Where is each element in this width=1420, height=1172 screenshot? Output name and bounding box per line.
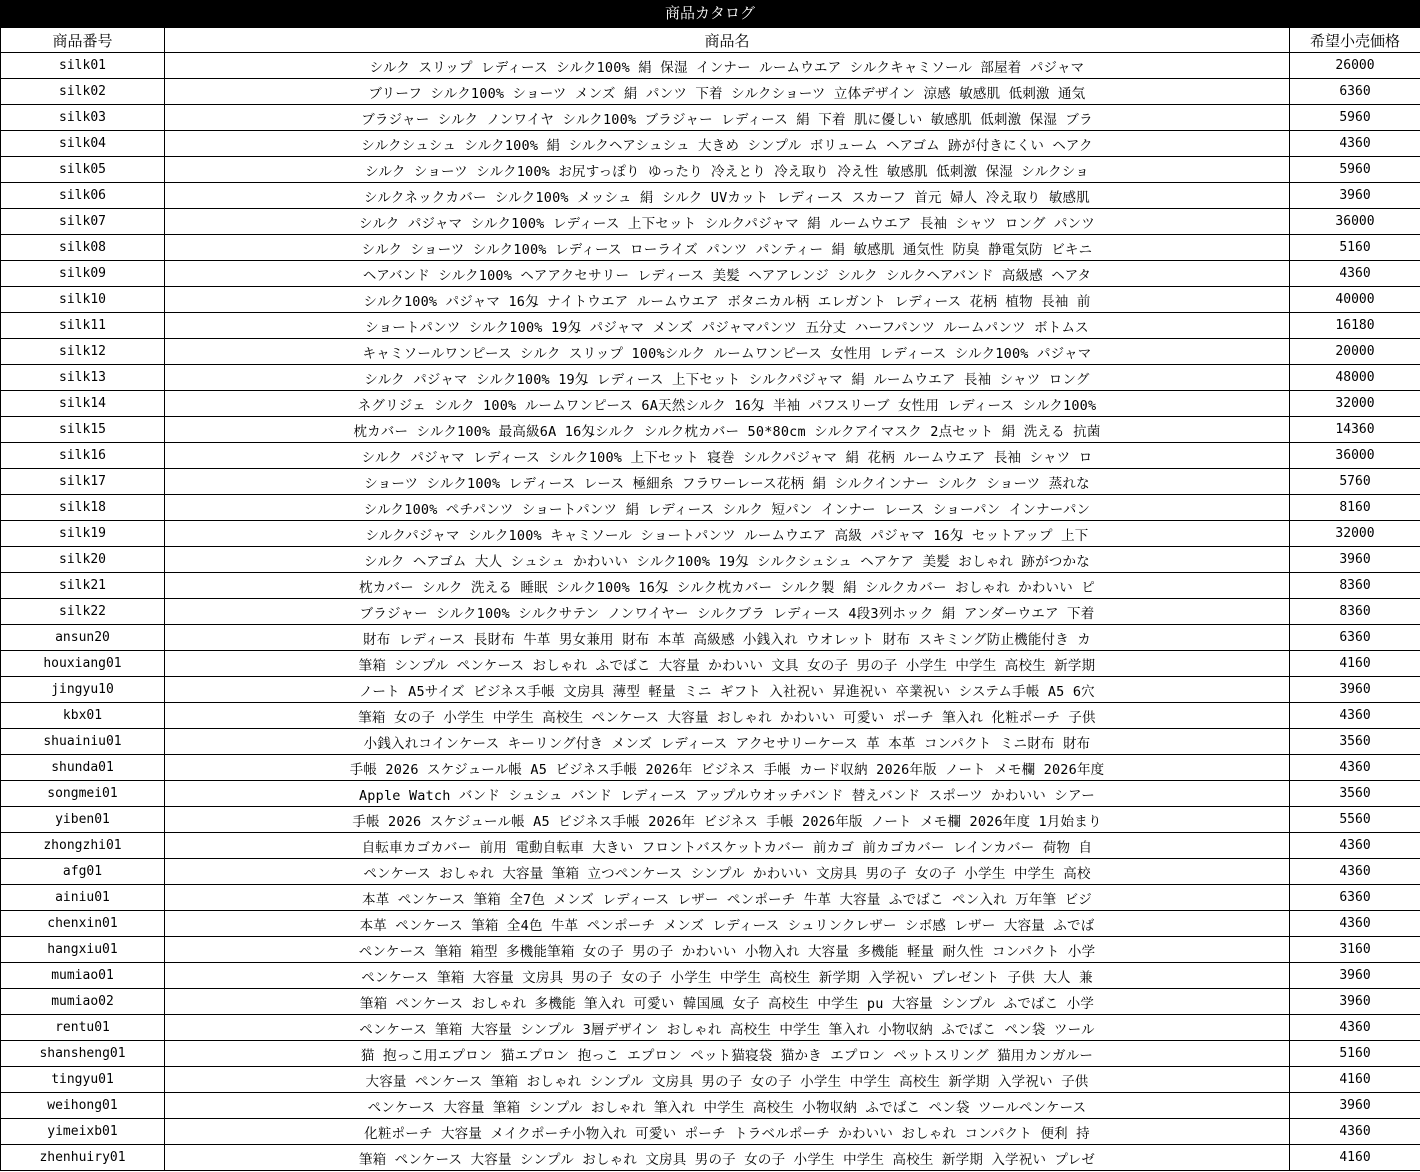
- product-code-cell[interactable]: mumiao01: [1, 963, 165, 989]
- product-code-cell[interactable]: kbx01: [1, 703, 165, 729]
- product-code-cell[interactable]: silk15: [1, 417, 165, 443]
- product-code-cell[interactable]: silk03: [1, 105, 165, 131]
- table-row[interactable]: [1, 495, 1420, 521]
- product-code-cell[interactable]: shuainiu01: [1, 729, 165, 755]
- retail-price-cell[interactable]: 48000: [1290, 365, 1420, 391]
- product-name-cell[interactable]: ペンケース 筆箱 大容量 文房具 男の子 女の子 小学生 中学生 高校生 新学期 入学祝い プレゼント 子供 大人 兼: [165, 963, 1290, 989]
- retail-price-cell[interactable]: 3960: [1290, 677, 1420, 703]
- product-name-cell[interactable]: ペンケース 筆箱 箱型 多機能筆箱 女の子 男の子 かわいい 小物入れ 大容量 多機能 軽量 耐久性 コンパクト 小学: [165, 937, 1290, 963]
- product-name-cell[interactable]: 化粧ポーチ 大容量 メイクポーチ小物入れ 可愛い ポーチ トラベルポーチ かわいい おしゃれ コンパクト 便利 持: [165, 1119, 1290, 1145]
- retail-price-cell[interactable]: 4160: [1290, 1145, 1420, 1171]
- table-row[interactable]: [1, 209, 1420, 235]
- product-code-cell[interactable]: silk12: [1, 339, 165, 365]
- product-code-cell[interactable]: jingyu10: [1, 677, 165, 703]
- column-header-product-code[interactable]: 商品番号: [1, 28, 165, 53]
- product-code-cell[interactable]: silk02: [1, 79, 165, 105]
- product-name-cell[interactable]: ブリーフ シルク100% ショーツ メンズ 絹 パンツ 下着 シルクショーツ 立体デザイン 涼感 敏感肌 低刺激 通気: [165, 79, 1290, 105]
- table-row[interactable]: [1, 911, 1420, 937]
- product-name-cell[interactable]: 本革 ペンケース 筆箱 全4色 牛革 ペンポーチ メンズ レディース シュリンクレザー シボ感 レザー 大容量 ふでば: [165, 911, 1290, 937]
- product-name-cell[interactable]: ショーツ シルク100% レディース レース 極細糸 フラワーレース花柄 絹 シルクインナー シルク ショーツ 蒸れな: [165, 469, 1290, 495]
- product-code-cell[interactable]: shansheng01: [1, 1041, 165, 1067]
- retail-price-cell[interactable]: 5560: [1290, 807, 1420, 833]
- product-code-cell[interactable]: silk07: [1, 209, 165, 235]
- retail-price-cell[interactable]: 20000: [1290, 339, 1420, 365]
- retail-price-cell[interactable]: 4360: [1290, 859, 1420, 885]
- product-name-cell[interactable]: 大容量 ペンケース 筆箱 おしゃれ シンプル 文房具 男の子 女の子 小学生 中学生 高校生 新学期 入学祝い 子供: [165, 1067, 1290, 1093]
- product-name-cell[interactable]: 財布 レディース 長財布 牛革 男女兼用 財布 本革 高級感 小銭入れ ウオレット 財布 スキミング防止機能付き カ: [165, 625, 1290, 651]
- product-code-cell[interactable]: chenxin01: [1, 911, 165, 937]
- retail-price-cell[interactable]: 3960: [1290, 547, 1420, 573]
- retail-price-cell[interactable]: 3960: [1290, 1093, 1420, 1119]
- product-name-cell[interactable]: シルク スリップ レディース シルク100% 絹 保湿 インナー ルームウエア シルクキャミソール 部屋着 パジャマ: [165, 53, 1290, 79]
- product-name-cell[interactable]: 猫 抱っこ用エプロン 猫エプロン 抱っこ エプロン ペット猫寝袋 猫かき エプロン ペットスリング 猫用カンガルー: [165, 1041, 1290, 1067]
- table-row[interactable]: [1, 1093, 1420, 1119]
- retail-price-cell[interactable]: 4360: [1290, 833, 1420, 859]
- table-row[interactable]: [1, 105, 1420, 131]
- table-row[interactable]: [1, 859, 1420, 885]
- table-row[interactable]: [1, 677, 1420, 703]
- product-name-cell[interactable]: ショートパンツ シルク100% 19匁 パジャマ メンズ パジャマパンツ 五分丈 ハーフパンツ ルームパンツ ボトムス: [165, 313, 1290, 339]
- product-code-cell[interactable]: ainiu01: [1, 885, 165, 911]
- product-name-cell[interactable]: 本革 ペンケース 筆箱 全7色 メンズ レディース レザー ペンポーチ 牛革 大容量 ふでばこ ペン入れ 万年筆 ビジ: [165, 885, 1290, 911]
- product-name-cell[interactable]: 枕カバー シルク 洗える 睡眠 シルク100% 16匁 シルク枕カバー シルク製 絹 シルクカバー おしゃれ かわいい ピ: [165, 573, 1290, 599]
- table-row[interactable]: [1, 755, 1420, 781]
- product-name-cell[interactable]: シルクパジャマ シルク100% キャミソール ショートパンツ ルームウエア 高級 パジャマ 16匁 セットアップ 上下: [165, 521, 1290, 547]
- product-name-cell[interactable]: シルク ヘアゴム 大人 シュシュ かわいい シルク100% 19匁 シルクシュシュ ヘアケア 美髪 おしゃれ 跡がつかな: [165, 547, 1290, 573]
- product-name-cell[interactable]: シルク パジャマ シルク100% 19匁 レディース 上下セット シルクパジャマ 絹 ルームウエア 長袖 シャツ ロング: [165, 365, 1290, 391]
- table-row[interactable]: [1, 1119, 1420, 1145]
- product-code-cell[interactable]: silk18: [1, 495, 165, 521]
- product-code-cell[interactable]: silk21: [1, 573, 165, 599]
- product-code-cell[interactable]: zhongzhi01: [1, 833, 165, 859]
- table-row[interactable]: [1, 1145, 1420, 1171]
- product-name-cell[interactable]: ネグリジェ シルク 100% ルームワンピース 6A天然シルク 16匁 半袖 パフスリーブ 女性用 レディース シルク100%: [165, 391, 1290, 417]
- product-code-cell[interactable]: silk09: [1, 261, 165, 287]
- header-row: [1, 28, 1420, 53]
- table-row[interactable]: [1, 1041, 1420, 1067]
- table-row[interactable]: [1, 391, 1420, 417]
- product-name-cell[interactable]: ペンケース 大容量 筆箱 シンプル おしゃれ 筆入れ 中学生 高校生 小物収納 ふでばこ ペン袋 ツールペンケース: [165, 1093, 1290, 1119]
- table-row[interactable]: [1, 1067, 1420, 1093]
- retail-price-cell[interactable]: 4360: [1290, 1015, 1420, 1041]
- product-name-cell[interactable]: キャミソールワンピース シルク スリップ 100%シルク ルームワンピース 女性用 レディース シルク100% パジャマ: [165, 339, 1290, 365]
- retail-price-cell[interactable]: 8360: [1290, 599, 1420, 625]
- product-code-cell[interactable]: ansun20: [1, 625, 165, 651]
- table-row[interactable]: [1, 339, 1420, 365]
- product-code-cell[interactable]: zhenhuiry01: [1, 1145, 165, 1171]
- product-name-cell[interactable]: Apple Watch バンド シュシュ バンド レディース アップルウオッチバンド 替えバンド スポーツ かわいい シアー: [165, 781, 1290, 807]
- retail-price-cell[interactable]: 3960: [1290, 963, 1420, 989]
- retail-price-cell[interactable]: 5960: [1290, 105, 1420, 131]
- retail-price-cell[interactable]: 5160: [1290, 235, 1420, 261]
- product-name-cell[interactable]: シルク ショーツ シルク100% お尻すっぽり ゆったり 冷えとり 冷え取り 冷え性 敏感肌 低刺激 保湿 シルクショ: [165, 157, 1290, 183]
- column-header-product-name[interactable]: 商品名: [165, 28, 1290, 53]
- product-code-cell[interactable]: silk22: [1, 599, 165, 625]
- table-row[interactable]: [1, 469, 1420, 495]
- retail-price-cell[interactable]: 3560: [1290, 729, 1420, 755]
- retail-price-cell[interactable]: 3960: [1290, 183, 1420, 209]
- product-code-cell[interactable]: silk20: [1, 547, 165, 573]
- table-row[interactable]: [1, 781, 1420, 807]
- retail-price-cell[interactable]: 5760: [1290, 469, 1420, 495]
- retail-price-cell[interactable]: 3960: [1290, 989, 1420, 1015]
- retail-price-cell[interactable]: 36000: [1290, 209, 1420, 235]
- product-code-cell[interactable]: silk04: [1, 131, 165, 157]
- product-name-cell[interactable]: シルク パジャマ シルク100% レディース 上下セット シルクパジャマ 絹 ルームウエア 長袖 シャツ ロング パンツ: [165, 209, 1290, 235]
- product-name-cell[interactable]: シルクシュシュ シルク100% 絹 シルクヘアシュシュ 大きめ シンプル ボリューム ヘアゴム 跡が付きにくい ヘアク: [165, 131, 1290, 157]
- product-name-cell[interactable]: 筆箱 ペンケース おしゃれ 多機能 筆入れ 可愛い 韓国風 女子 高校生 中学生 pu 大容量 シンプル ふでばこ 小学: [165, 989, 1290, 1015]
- retail-price-cell[interactable]: 5160: [1290, 1041, 1420, 1067]
- product-code-cell[interactable]: yimeixb01: [1, 1119, 165, 1145]
- retail-price-cell[interactable]: 4360: [1290, 261, 1420, 287]
- product-name-cell[interactable]: ヘアバンド シルク100% ヘアアクセサリー レディース 美髪 ヘアアレンジ シルク シルクヘアバンド 高級感 ヘアタ: [165, 261, 1290, 287]
- product-name-cell[interactable]: 筆箱 ペンケース 大容量 シンプル おしゃれ 文房具 男の子 女の子 小学生 中学生 高校生 新学期 入学祝い プレゼ: [165, 1145, 1290, 1171]
- table-row[interactable]: [1, 729, 1420, 755]
- table-row[interactable]: [1, 287, 1420, 313]
- retail-price-cell[interactable]: 4160: [1290, 1067, 1420, 1093]
- sheet-title: 商品カタログ: [0, 0, 1420, 27]
- table-row[interactable]: [1, 547, 1420, 573]
- table-row[interactable]: [1, 417, 1420, 443]
- retail-price-cell[interactable]: 40000: [1290, 287, 1420, 313]
- table-row[interactable]: [1, 625, 1420, 651]
- retail-price-cell[interactable]: 32000: [1290, 391, 1420, 417]
- product-code-cell[interactable]: shunda01: [1, 755, 165, 781]
- product-name-cell[interactable]: シルク パジャマ レディース シルク100% 上下セット 寝巻 シルクパジャマ 絹 花柄 ルームウエア 長袖 シャツ ロ: [165, 443, 1290, 469]
- table-row[interactable]: [1, 599, 1420, 625]
- product-name-cell[interactable]: 自転車カゴカバー 前用 電動自転車 大きい フロントバスケットカバー 前カゴ 前カゴカバー レインカバー 荷物 自: [165, 833, 1290, 859]
- product-name-cell[interactable]: ノート A5サイズ ビジネス手帳 文房具 薄型 軽量 ミニ ギフト 入社祝い 昇進祝い 卒業祝い システム手帳 A5 6穴: [165, 677, 1290, 703]
- retail-price-cell[interactable]: 4360: [1290, 131, 1420, 157]
- product-code-cell[interactable]: silk01: [1, 53, 165, 79]
- product-name-cell[interactable]: 枕カバー シルク100% 最高級6A 16匁シルク シルク枕カバー 50*80cm シルクアイマスク 2点セット 絹 洗える 抗菌: [165, 417, 1290, 443]
- product-code-cell[interactable]: yiben01: [1, 807, 165, 833]
- product-code-cell[interactable]: silk11: [1, 313, 165, 339]
- product-name-cell[interactable]: ペンケース 筆箱 大容量 シンプル 3層デザイン おしゃれ 高校生 中学生 筆入れ 小物収納 ふでばこ ペン袋 ツール: [165, 1015, 1290, 1041]
- retail-price-cell[interactable]: 5960: [1290, 157, 1420, 183]
- product-name-cell[interactable]: シルク ショーツ シルク100% レディース ローライズ パンツ パンティー 絹 敏感肌 通気性 防臭 静電気防 ビキニ: [165, 235, 1290, 261]
- product-name-cell[interactable]: シルクネックカバー シルク100% メッシュ 絹 シルク UVカット レディース スカーフ 首元 婦人 冷え取り 敏感肌: [165, 183, 1290, 209]
- product-name-cell[interactable]: 手帳 2026 スケジュール帳 A5 ビジネス手帳 2026年 ビジネス 手帳 2026年版 ノート メモ欄 2026年度 1月始まり: [165, 807, 1290, 833]
- product-name-cell[interactable]: 手帳 2026 スケジュール帳 A5 ビジネス手帳 2026年 ビジネス 手帳 カード収納 2026年版 ノート メモ欄 2026年度: [165, 755, 1290, 781]
- table-row[interactable]: [1, 313, 1420, 339]
- product-name-cell[interactable]: シルク100% ペチパンツ ショートパンツ 絹 レディース シルク 短パン インナー レース ショーパン インナーパン: [165, 495, 1290, 521]
- product-name-cell[interactable]: ブラジャー シルク100% シルクサテン ノンワイヤー シルクブラ レディース 4段3列ホック 絹 アンダーウエア 下着: [165, 599, 1290, 625]
- product-code-cell[interactable]: songmei01: [1, 781, 165, 807]
- product-code-cell[interactable]: silk16: [1, 443, 165, 469]
- product-code-cell[interactable]: silk05: [1, 157, 165, 183]
- retail-price-cell[interactable]: 8360: [1290, 573, 1420, 599]
- product-code-cell[interactable]: silk14: [1, 391, 165, 417]
- table-row[interactable]: [1, 131, 1420, 157]
- product-name-cell[interactable]: ペンケース おしゃれ 大容量 筆箱 立つペンケース シンプル かわいい 文房具 男の子 女の子 小学生 中学生 高校: [165, 859, 1290, 885]
- retail-price-cell[interactable]: 14360: [1290, 417, 1420, 443]
- table-header: [1, 28, 1420, 53]
- retail-price-cell[interactable]: 3560: [1290, 781, 1420, 807]
- product-name-cell[interactable]: ブラジャー シルク ノンワイヤ シルク100% ブラジャー レディース 絹 下着 肌に優しい 敏感肌 低刺激 保湿 ブラ: [165, 105, 1290, 131]
- product-name-cell[interactable]: 筆箱 シンプル ペンケース おしゃれ ふでばこ 大容量 かわいい 文具 女の子 男の子 小学生 中学生 高校生 新学期: [165, 651, 1290, 677]
- catalog-table: [0, 27, 1420, 1171]
- table-row[interactable]: [1, 157, 1420, 183]
- retail-price-cell[interactable]: 3160: [1290, 937, 1420, 963]
- table-row[interactable]: [1, 443, 1420, 469]
- retail-price-cell[interactable]: 4160: [1290, 651, 1420, 677]
- retail-price-cell[interactable]: 8160: [1290, 495, 1420, 521]
- product-code-cell[interactable]: weihong01: [1, 1093, 165, 1119]
- table-row[interactable]: [1, 651, 1420, 677]
- product-code-cell[interactable]: houxiang01: [1, 651, 165, 677]
- retail-price-cell[interactable]: 4360: [1290, 1119, 1420, 1145]
- product-code-cell[interactable]: silk08: [1, 235, 165, 261]
- table-row[interactable]: [1, 885, 1420, 911]
- retail-price-cell[interactable]: 6360: [1290, 885, 1420, 911]
- retail-price-cell[interactable]: 26000: [1290, 53, 1420, 79]
- table-row[interactable]: [1, 989, 1420, 1015]
- table-row[interactable]: [1, 807, 1420, 833]
- product-name-cell[interactable]: シルク100% パジャマ 16匁 ナイトウエア ルームウエア ボタニカル柄 エレガント レディース 花柄 植物 長袖 前: [165, 287, 1290, 313]
- product-code-cell[interactable]: afg01: [1, 859, 165, 885]
- product-code-cell[interactable]: silk06: [1, 183, 165, 209]
- product-code-cell[interactable]: silk10: [1, 287, 165, 313]
- table-row[interactable]: [1, 183, 1420, 209]
- product-code-cell[interactable]: silk19: [1, 521, 165, 547]
- table-row[interactable]: [1, 261, 1420, 287]
- product-name-cell[interactable]: 筆箱 女の子 小学生 中学生 高校生 ペンケース 大容量 おしゃれ かわいい 可愛い ポーチ 筆入れ 化粧ポーチ 子供: [165, 703, 1290, 729]
- table-row[interactable]: [1, 235, 1420, 261]
- table-row[interactable]: [1, 79, 1420, 105]
- column-header-retail-price[interactable]: 希望小売価格: [1290, 28, 1420, 53]
- table-body: [1, 53, 1420, 1171]
- table-row[interactable]: [1, 703, 1420, 729]
- retail-price-cell[interactable]: 6360: [1290, 625, 1420, 651]
- product-code-cell[interactable]: mumiao02: [1, 989, 165, 1015]
- retail-price-cell[interactable]: 16180: [1290, 313, 1420, 339]
- table-row[interactable]: [1, 521, 1420, 547]
- retail-price-cell[interactable]: 32000: [1290, 521, 1420, 547]
- table-row[interactable]: [1, 833, 1420, 859]
- table-row[interactable]: [1, 1015, 1420, 1041]
- product-code-cell[interactable]: silk17: [1, 469, 165, 495]
- product-code-cell[interactable]: hangxiu01: [1, 937, 165, 963]
- retail-price-cell[interactable]: 4360: [1290, 911, 1420, 937]
- retail-price-cell[interactable]: 4360: [1290, 755, 1420, 781]
- retail-price-cell[interactable]: 36000: [1290, 443, 1420, 469]
- table-row[interactable]: [1, 963, 1420, 989]
- retail-price-cell[interactable]: 4360: [1290, 703, 1420, 729]
- retail-price-cell[interactable]: 6360: [1290, 79, 1420, 105]
- product-code-cell[interactable]: rentu01: [1, 1015, 165, 1041]
- product-code-cell[interactable]: silk13: [1, 365, 165, 391]
- product-code-cell[interactable]: tingyu01: [1, 1067, 165, 1093]
- table-row[interactable]: [1, 937, 1420, 963]
- product-name-cell[interactable]: 小銭入れコインケース キーリング付き メンズ レディース アクセサリーケース 革 本革 コンパクト ミニ財布 財布: [165, 729, 1290, 755]
- table-row[interactable]: [1, 53, 1420, 79]
- table-row[interactable]: [1, 365, 1420, 391]
- table-row[interactable]: [1, 573, 1420, 599]
